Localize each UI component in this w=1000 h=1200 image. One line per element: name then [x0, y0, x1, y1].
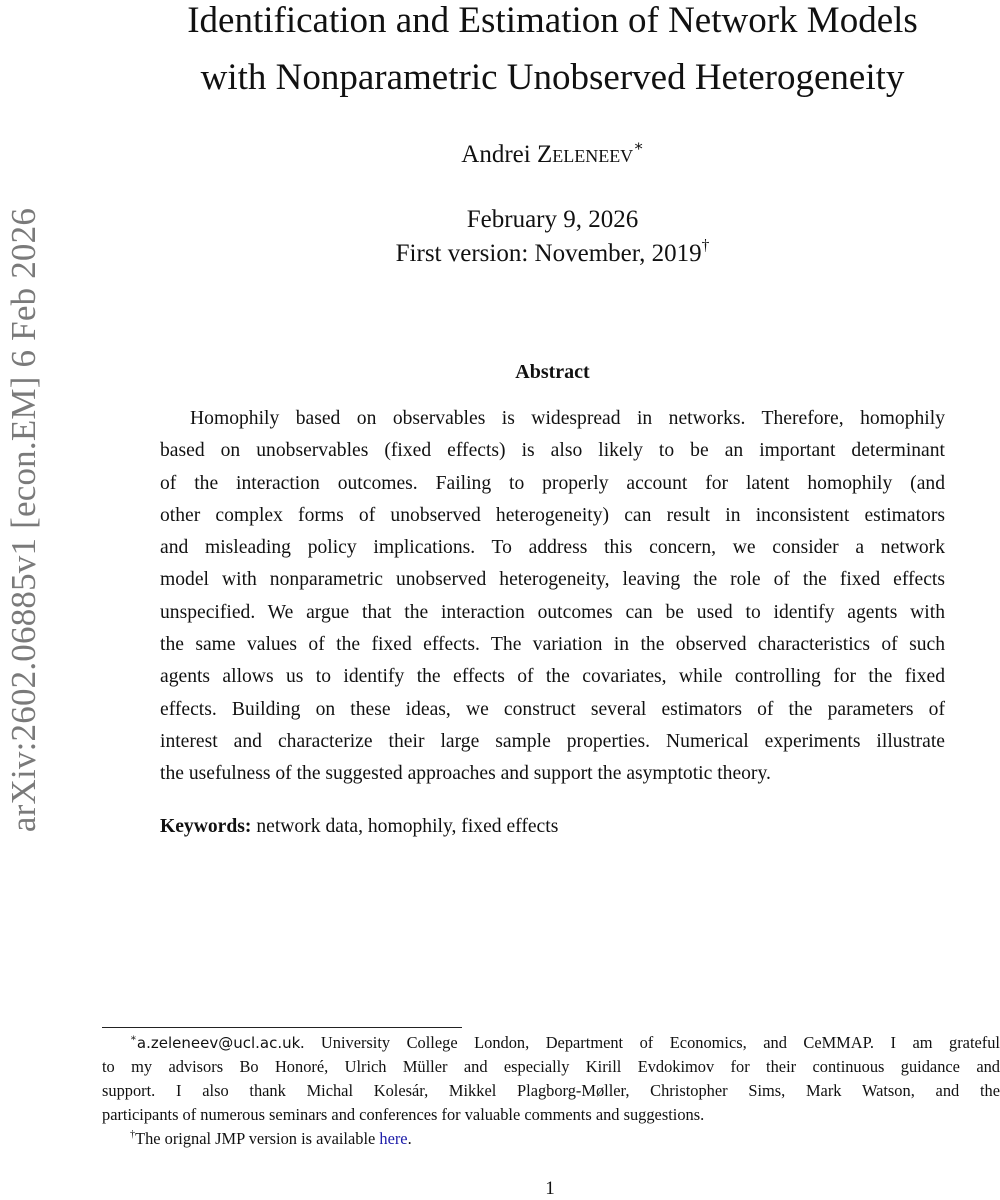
arxiv-stamp: arXiv:2602.06885v1 [econ.EM] 6 Feb 2026: [4, 207, 43, 833]
author-footnote-mark: ∗: [633, 138, 644, 156]
date-block: [110, 203, 995, 271]
footnote-2-mark: †: [130, 1128, 136, 1140]
abstract-line: model with nonparametric unobserved heterogeneity, leaving the role of the fixed effects: [160, 569, 945, 591]
footnote-1-line-4: participants of numerous seminars and conferences for valuable comments and suggestions.: [102, 1105, 705, 1124]
abstract-heading: Abstract: [515, 361, 590, 383]
first-version-text: First version: November, 2019: [395, 240, 702, 267]
author-last-name: Zeleneev: [536, 141, 634, 168]
footnote-rule: [102, 1027, 462, 1028]
footnote-2-text: The orignal JMP version is available: [135, 1129, 380, 1148]
abstract-line: based on unobservables (fixed effects) is also likely to be an important determinant: [160, 440, 945, 462]
keywords-text: network data, homophily, fixed effects: [256, 816, 559, 837]
abstract-line: other complex forms of unobserved heterogeneity) can result in inconsistent estimators: [160, 504, 945, 526]
current-date: February 9, 2026: [466, 206, 639, 233]
footnote-2: [102, 1127, 1000, 1151]
abstract-line: of the interaction outcomes. Failing to properly account for latent homophily (and: [160, 472, 945, 494]
title-line-2: with Nonparametric Unobserved Heterogeneity: [200, 57, 905, 98]
abstract-line: agents allows us to identify the effects of the covariates, while controlling for the fixed: [160, 666, 945, 688]
abstract-line: unspecified. We argue that the interaction outcomes can be used to identify agents with: [160, 601, 945, 623]
abstract-body: [160, 403, 945, 791]
paper-title: [110, 0, 995, 106]
jmp-version-link[interactable]: here: [379, 1129, 408, 1148]
title-line-1: Identification and Estimation of Network Models: [187, 0, 918, 41]
abstract-line: and misleading policy implications. To address this concern, we consider a network: [160, 537, 945, 559]
first-version-date: [110, 237, 995, 271]
footnote-1-line-1: [102, 1031, 1000, 1055]
author-first-name: Andrei: [461, 141, 531, 168]
footnote-1-line-3: support. I also thank Michal Kolesár, Mikkel Plagborg-Møller, Christopher Sims, Mark Watson, and the: [102, 1081, 1000, 1100]
keywords: [160, 812, 945, 842]
footnote-1-affiliation: . University College London, Department of Economics, and CeMMAP. I am grateful: [300, 1033, 1000, 1052]
first-version-footnote-mark: †: [701, 237, 710, 255]
abstract-line: Homophily based on observables is widespread in networks. Therefore, homophily: [190, 408, 945, 429]
abstract-line: the usefulness of the suggested approaches and support the asymptotic theory.: [160, 763, 771, 785]
author: [110, 137, 995, 173]
footnote-2-end: .: [407, 1129, 412, 1148]
abstract-line: the same values of the fixed effects. The variation in the observed characteristics of such: [160, 634, 945, 656]
abstract-line: effects. Building on these ideas, we construct several estimators of the parameters of: [160, 698, 945, 720]
footnote-1-line-2: to my advisors Bo Honoré, Ulrich Müller and especially Kirill Evdokimov for their continuous guidance and: [102, 1057, 1000, 1076]
footnotes: [102, 1031, 1000, 1151]
footnote-1-mark: ∗: [130, 1032, 137, 1044]
page-number: 1: [545, 1178, 555, 1199]
author-email: a.zeleneev@ucl.ac.uk: [136, 1034, 301, 1052]
abstract-line: interest and characterize their large sample properties. Numerical experiments illustrate: [160, 730, 945, 752]
keywords-label: Keywords:: [160, 816, 252, 837]
